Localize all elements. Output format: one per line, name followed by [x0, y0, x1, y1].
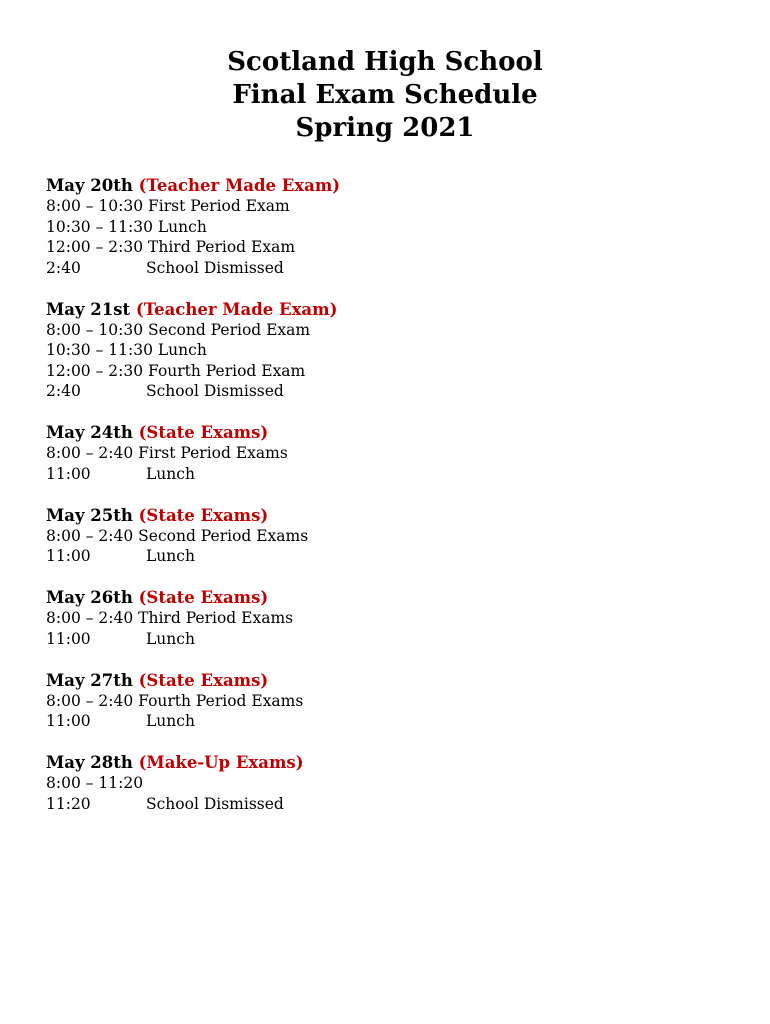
document-title [0, 46, 770, 145]
day-date: May 21st [46, 299, 131, 319]
day-heading [46, 587, 726, 608]
schedule-row [46, 608, 726, 629]
row-time: 11:00 [46, 712, 91, 730]
schedule-row [46, 443, 726, 464]
schedule-row [46, 381, 726, 402]
exam-schedule [46, 175, 726, 835]
schedule-row [46, 691, 726, 712]
schedule-day [46, 752, 726, 814]
day-exam-type: (State Exams) [138, 588, 269, 607]
row-description: Third Period Exams [138, 609, 294, 627]
row-time: 12:00 – 2:30 [46, 361, 144, 380]
schedule-row [46, 464, 726, 485]
day-date: May 20th [46, 176, 133, 195]
row-description: Lunch [157, 217, 207, 236]
schedule-day [46, 299, 726, 402]
schedule-row [46, 217, 726, 238]
day-heading [46, 175, 726, 196]
row-time: 8:00 – 2:40 [46, 609, 134, 627]
day-exam-type: (Teacher Made Exam) [135, 299, 338, 319]
title-schedule-name: Final Exam Schedule [232, 80, 538, 110]
row-time: 11:00 [46, 629, 91, 648]
row-description: School Dismissed [146, 794, 284, 813]
row-time: 11:00 [46, 547, 91, 565]
row-time: 11:20 [46, 794, 91, 813]
row-description: Second Period Exam [148, 320, 311, 339]
schedule-day [46, 175, 726, 278]
row-description: Second Period Exams [138, 526, 309, 545]
day-exam-type: (State Exams) [138, 423, 269, 442]
day-date: May 26th [46, 588, 133, 607]
schedule-row [46, 526, 726, 547]
schedule-day [46, 587, 726, 649]
schedule-row [46, 320, 726, 341]
day-date: May 24th [46, 423, 133, 442]
schedule-day [46, 422, 726, 484]
day-exam-type: (State Exams) [138, 505, 269, 525]
title-term: Spring 2021 [295, 113, 475, 143]
schedule-row [46, 340, 726, 361]
row-description: Fourth Period Exam [148, 361, 306, 380]
day-heading [46, 299, 726, 320]
row-time: 10:30 – 11:30 [46, 341, 153, 359]
row-time: 8:00 – 2:40 [46, 444, 134, 462]
schedule-row [46, 258, 726, 279]
row-time: 8:00 – 11:20 [46, 774, 144, 792]
day-date: May 27th [46, 670, 133, 690]
row-description: Lunch [146, 629, 195, 648]
row-description: Lunch [146, 547, 195, 565]
schedule-row [46, 237, 726, 258]
row-time: 12:00 – 2:30 [46, 238, 144, 256]
schedule-row [46, 629, 726, 650]
row-description: Fourth Period Exams [138, 691, 304, 710]
row-description: First Period Exam [148, 197, 290, 215]
schedule-row [46, 794, 726, 815]
row-time: 8:00 – 2:40 [46, 691, 134, 710]
schedule-day [46, 670, 726, 732]
row-description: Lunch [146, 464, 195, 483]
day-heading [46, 505, 726, 526]
schedule-row [46, 773, 726, 794]
row-time: 2:40 [46, 382, 81, 400]
day-heading [46, 752, 726, 773]
row-description: Lunch [157, 341, 207, 359]
day-heading [46, 670, 726, 691]
schedule-row [46, 546, 726, 567]
row-description: School Dismissed [146, 258, 284, 277]
day-date: May 28th [46, 753, 133, 772]
row-description: First Period Exams [138, 444, 288, 462]
row-description: Lunch [146, 712, 195, 730]
day-exam-type: (Teacher Made Exam) [138, 176, 341, 195]
day-exam-type: (Make-Up Exams) [138, 753, 304, 772]
row-time: 8:00 – 10:30 [46, 320, 144, 339]
row-time: 11:00 [46, 464, 91, 483]
day-date: May 25th [46, 505, 133, 525]
title-school-name: Scotland High School [227, 47, 543, 77]
row-description: School Dismissed [146, 382, 284, 400]
day-heading [46, 422, 726, 443]
schedule-row [46, 361, 726, 382]
day-exam-type: (State Exams) [138, 670, 269, 690]
row-description: Third Period Exam [148, 238, 296, 256]
row-time: 8:00 – 10:30 [46, 197, 144, 215]
schedule-row [46, 196, 726, 217]
schedule-day [46, 505, 726, 567]
schedule-row [46, 711, 726, 732]
row-time: 10:30 – 11:30 [46, 217, 153, 236]
row-time: 8:00 – 2:40 [46, 526, 134, 545]
row-time: 2:40 [46, 258, 81, 277]
